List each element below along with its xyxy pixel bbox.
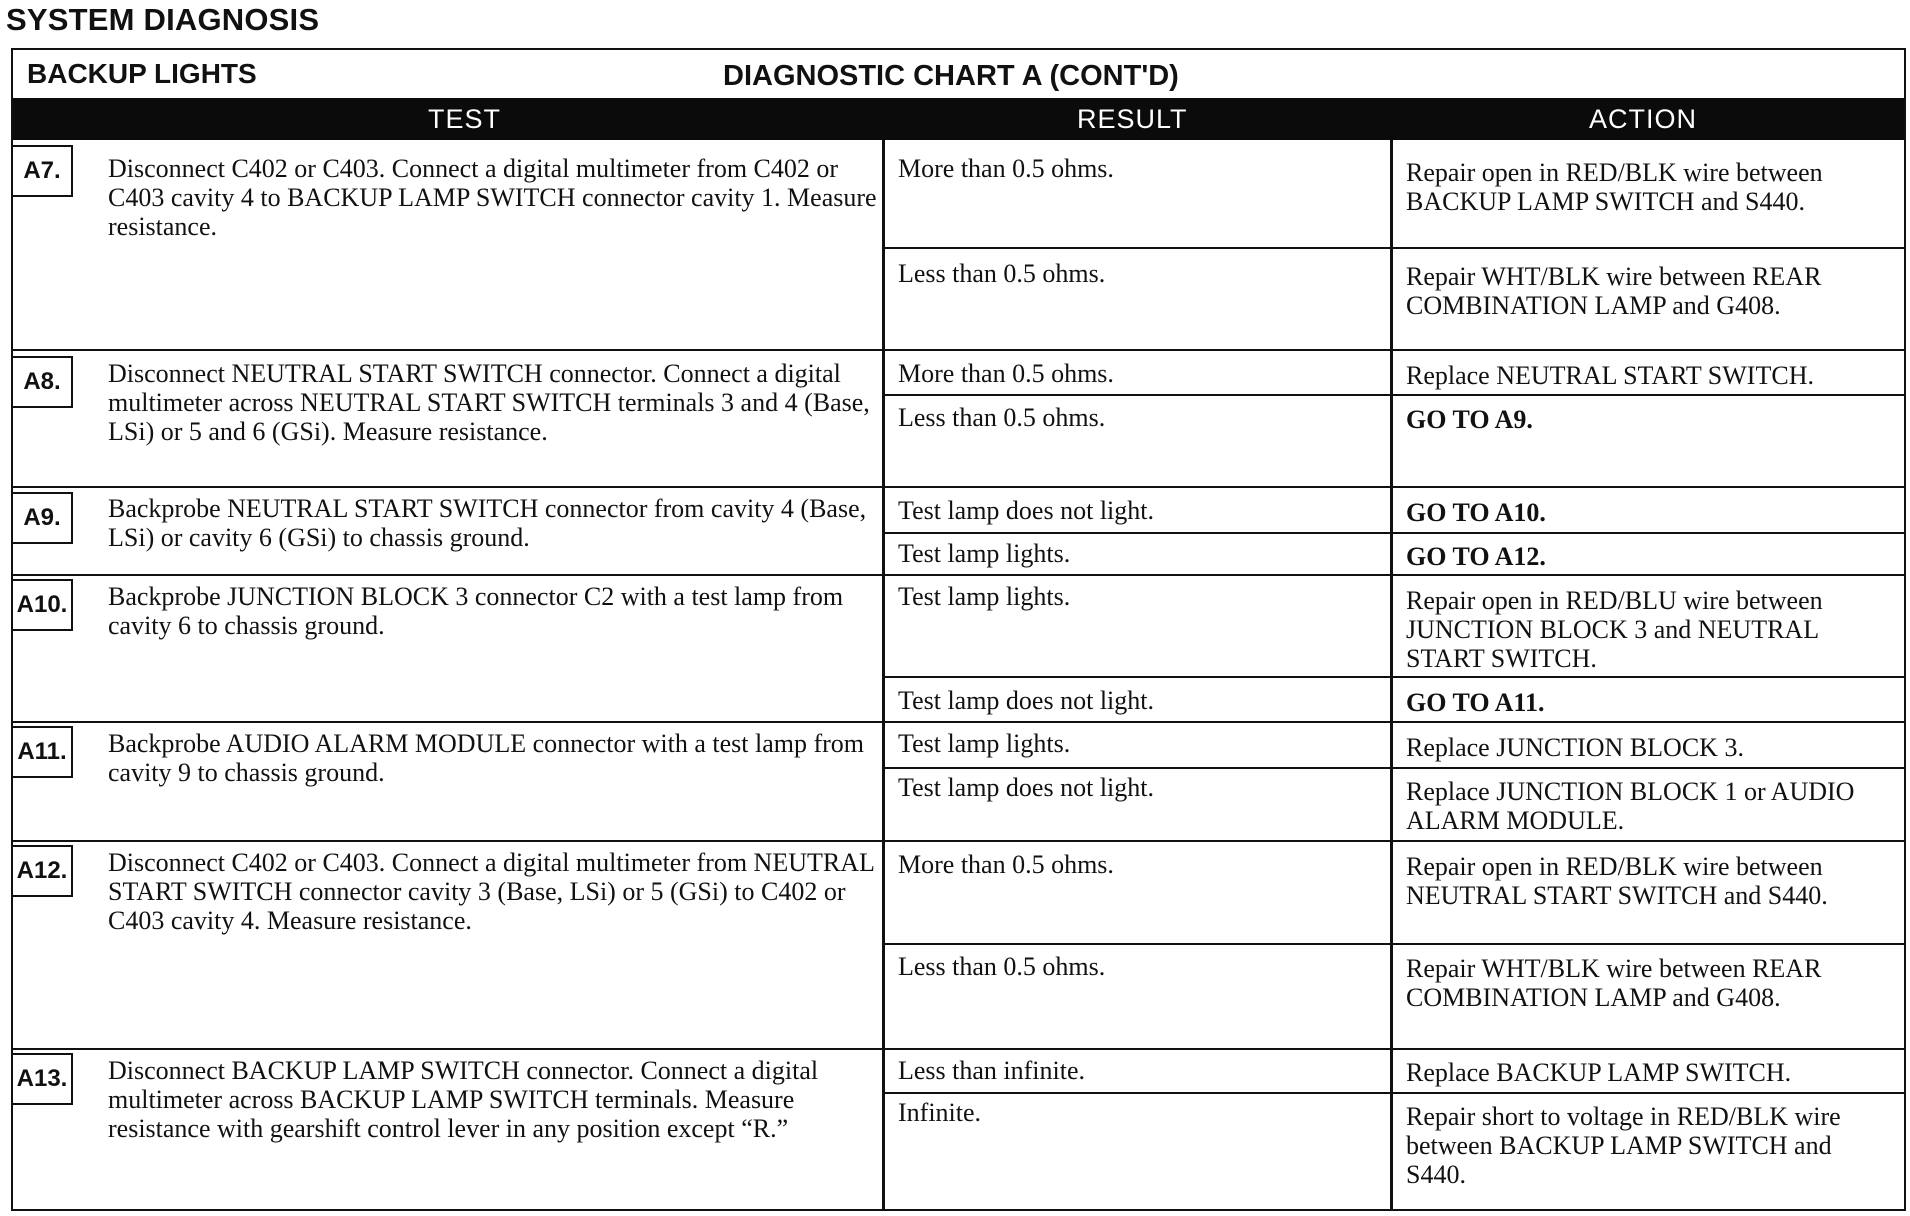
page-title: SYSTEM DIAGNOSIS bbox=[6, 2, 320, 37]
action-text: Repair WHT/BLK wire between REAR COMBINATION LAMP and G408. bbox=[1406, 262, 1822, 320]
action-text: Replace JUNCTION BLOCK 1 or AUDIO ALARM MODULE. bbox=[1406, 777, 1855, 835]
column-header-action: ACTION bbox=[1589, 104, 1698, 134]
action-text: GO TO A11. bbox=[1406, 688, 1545, 717]
action-text: Replace JUNCTION BLOCK 3. bbox=[1406, 733, 1744, 762]
action-text: Repair open in RED/BLU wire between JUNCTION BLOCK 3 and NEUTRAL START SWITCH. bbox=[1406, 586, 1823, 673]
result-text: Less than 0.5 ohms. bbox=[898, 259, 1106, 288]
diagnostic-chart bbox=[11, 48, 1906, 1211]
result-text: More than 0.5 ohms. bbox=[898, 850, 1114, 879]
step-id: A9. bbox=[13, 492, 73, 544]
test-description: Disconnect BACKUP LAMP SWITCH connector. Connect a digital multimeter across BACKUP LAMP SWITCH terminals. Measure resistance with gearshift control lever in any position except “R.” bbox=[108, 1056, 819, 1143]
result-text: Less than 0.5 ohms. bbox=[898, 952, 1106, 981]
column-header-test: TEST bbox=[428, 104, 502, 134]
column-header-result: RESULT bbox=[1077, 104, 1188, 134]
result-text: Test lamp does not light. bbox=[898, 686, 1154, 715]
outcome-divider bbox=[884, 943, 1906, 945]
chart-header bbox=[13, 50, 1904, 98]
action-text: Replace BACKUP LAMP SWITCH. bbox=[1406, 1058, 1792, 1087]
step-id: A11. bbox=[13, 726, 73, 778]
test-description: Backprobe NEUTRAL START SWITCH connector from cavity 4 (Base, LSi) or cavity 6 (GSi) to chassis ground. bbox=[108, 494, 867, 552]
chart-name: DIAGNOSTIC CHART A (CONT'D) bbox=[723, 60, 1179, 92]
chart-body bbox=[13, 140, 1904, 1211]
action-text: GO TO A9. bbox=[1406, 405, 1533, 434]
outcome-divider bbox=[884, 676, 1906, 678]
result-text: Test lamp does not light. bbox=[898, 496, 1154, 525]
result-text: Less than infinite. bbox=[898, 1056, 1086, 1085]
outcome-divider bbox=[884, 247, 1906, 249]
action-text: Repair WHT/BLK wire between REAR COMBINATION LAMP and G408. bbox=[1406, 954, 1822, 1012]
outcome-divider bbox=[884, 394, 1906, 396]
action-text: GO TO A10. bbox=[1406, 498, 1546, 527]
outcome-divider bbox=[884, 1092, 1906, 1094]
outcome-divider bbox=[884, 767, 1906, 769]
step-row-a13 bbox=[13, 1050, 1904, 1209]
action-text: Repair short to voltage in RED/BLK wire between BACKUP LAMP SWITCH and S440. bbox=[1406, 1102, 1841, 1189]
step-row-a8 bbox=[13, 351, 1904, 486]
action-text: GO TO A12. bbox=[1406, 542, 1546, 571]
action-text: Repair open in RED/BLK wire between NEUTRAL START SWITCH and S440. bbox=[1406, 852, 1828, 910]
step-id: A10. bbox=[13, 579, 73, 631]
step-id: A7. bbox=[13, 145, 73, 197]
step-row-a12 bbox=[13, 842, 1904, 1048]
step-row-a7 bbox=[13, 140, 1904, 349]
result-text: Test lamp does not light. bbox=[898, 773, 1154, 802]
result-text: Infinite. bbox=[898, 1098, 982, 1127]
result-text: More than 0.5 ohms. bbox=[898, 359, 1114, 388]
test-description: Backprobe JUNCTION BLOCK 3 connector C2 with a test lamp from cavity 6 to chassis ground. bbox=[108, 582, 844, 640]
test-description: Disconnect C402 or C403. Connect a digital multimeter from C402 or C403 cavity 4 to BACKUP LAMP SWITCH connector cavity 1. Measure resistance. bbox=[108, 154, 877, 241]
result-text: Test lamp lights. bbox=[898, 729, 1071, 758]
result-text: Test lamp lights. bbox=[898, 582, 1071, 611]
section-label: BACKUP LIGHTS bbox=[27, 58, 257, 89]
result-text: Test lamp lights. bbox=[898, 539, 1071, 568]
step-id: A13. bbox=[13, 1053, 73, 1105]
test-description: Backprobe AUDIO ALARM MODULE connector with a test lamp from cavity 9 to chassis ground. bbox=[108, 729, 865, 787]
step-row-a9 bbox=[13, 488, 1904, 574]
action-text: Replace NEUTRAL START SWITCH. bbox=[1406, 361, 1814, 390]
step-id: A12. bbox=[13, 845, 73, 897]
result-text: Less than 0.5 ohms. bbox=[898, 403, 1106, 432]
outcome-divider bbox=[884, 532, 1906, 534]
test-description: Disconnect C402 or C403. Connect a digital multimeter from NEUTRAL START SWITCH connector cavity 3 (Base, LSi) or 5 (GSi) to C402 or C403 cavity 4. Measure resistance. bbox=[108, 848, 874, 935]
test-description: Disconnect NEUTRAL START SWITCH connector. Connect a digital multimeter across NEUTRAL START SWITCH terminals 3 and 4 (Base, LSi) or 5 and 6 (GSi). Measure resistance. bbox=[108, 359, 870, 446]
action-text: Repair open in RED/BLK wire between BACKUP LAMP SWITCH and S440. bbox=[1406, 158, 1823, 216]
step-row-a10 bbox=[13, 576, 1904, 721]
step-id: A8. bbox=[13, 356, 73, 408]
step-row-a11 bbox=[13, 723, 1904, 840]
result-text: More than 0.5 ohms. bbox=[898, 154, 1114, 183]
column-header-row bbox=[13, 98, 1904, 140]
